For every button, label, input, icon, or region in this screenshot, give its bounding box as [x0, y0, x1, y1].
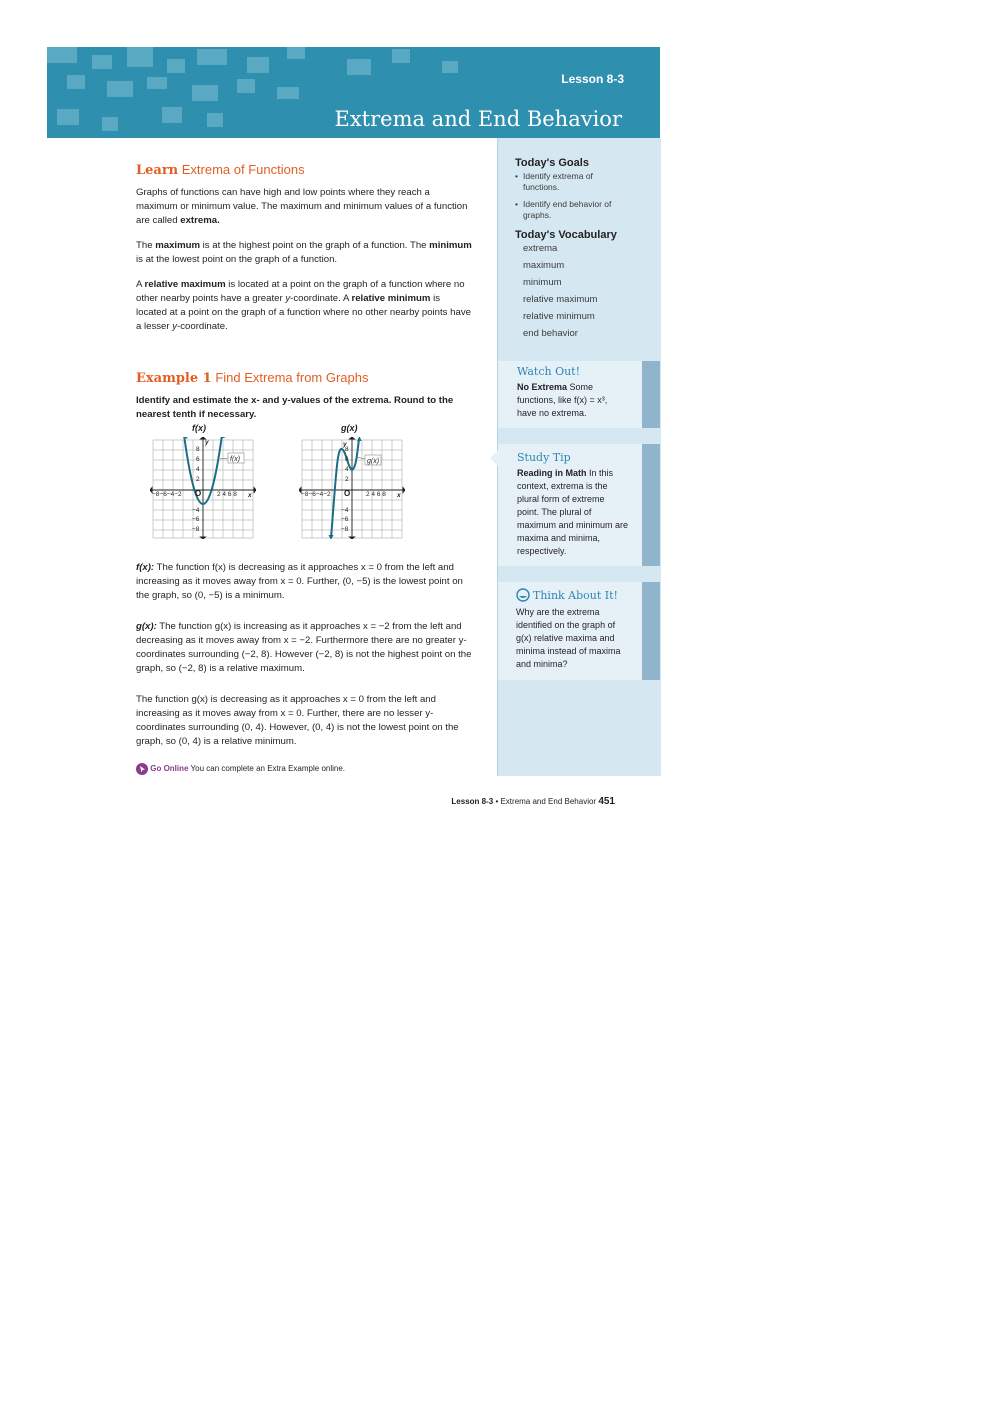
study-tip-callout [498, 444, 660, 566]
vocab-title: Today's Vocabulary [515, 229, 617, 241]
learn-paragraph-1: Graphs of functions can have high and low points where they reach a maximum or minimum value. The maximum and minimum values of a function are called extrema. [136, 187, 468, 226]
y-tick: 6 [196, 456, 200, 463]
y-tick: 4 [345, 466, 349, 473]
watch-out-callout [498, 361, 660, 428]
watch-out-bold: No Extrema [517, 382, 568, 392]
learn-paragraph-2: The maximum is at the highest point on the graph of a function. The minimum is at the lowest point on the graph of a function. [136, 240, 472, 265]
graph-g-title: g(x) [341, 423, 358, 433]
goal-item: • Identify end behavior of graphs. [515, 199, 612, 220]
y-tick: 6 [345, 456, 349, 463]
y-tick: −6 [192, 516, 200, 523]
graph-f [150, 437, 256, 539]
page-number: 451 [598, 796, 615, 807]
y-axis-label: y [205, 439, 209, 446]
curve-label-g: g(x) [367, 458, 380, 465]
y-tick: 2 [345, 476, 349, 483]
x-ticks-positive: 2 4 6 8 [366, 491, 386, 498]
x-ticks-negative: −8−6−4−2 [152, 491, 182, 498]
curve-label-f: f(x) [230, 456, 241, 463]
vocab-item: minimum [523, 277, 562, 288]
y-tick: 8 [196, 446, 200, 453]
y-tick: −4 [192, 507, 200, 514]
goal-item: • Identify extrema of functions. [515, 171, 593, 192]
page-title: Extrema and End Behavior [334, 107, 622, 131]
think-about-it-callout [498, 582, 660, 680]
graph-f-title: f(x) [192, 423, 206, 433]
fx-explanation: f(x): The function f(x) is decreasing as it approaches x = 0 from the left and increasing as it moves away from x = 0. Further, (0, −5) is the lowest point on the graph, so (0, −5) is a minimum. [136, 562, 463, 601]
lesson-number: Lesson 8-3 [561, 72, 624, 86]
watch-out-text: Some functions, like f(x) = x³, have no extrema. [517, 382, 608, 418]
study-tip-title: Study Tip [517, 451, 571, 464]
y-tick: 8 [345, 446, 349, 453]
x-ticks-negative: −8−6−4−2 [301, 491, 331, 498]
go-online-text: You can complete an Extra Example online. [188, 764, 346, 774]
learn-paragraph-3: A relative maximum is located at a point on the graph of a function where no other nearby points have a greater y-coordinate. A relative minimum is located at a point on the graph of a function where no other nearby points have a lesser y-coordinate. [136, 279, 471, 332]
go-online-label: Go Online [150, 764, 189, 774]
y-tick: 2 [196, 476, 200, 483]
y-tick: −8 [341, 526, 349, 533]
lesson-banner [47, 47, 660, 138]
y-tick: −4 [341, 507, 349, 514]
think-title: Think About It! [533, 589, 618, 602]
y-tick: −6 [341, 516, 349, 523]
goals-title: Today's Goals [515, 157, 589, 169]
gx-explanation: g(x): The function g(x) is increasing as it approaches x = −2 from the left and decreasing as it moves away from x = −2. Furthermore there are no greater y-coordinates surrounding (−2, 8). However (−2, 8) is not the highest point on the graph, so (−2, 8) is a relative maximum. [136, 621, 472, 674]
study-tip-bold: Reading in Math [517, 468, 587, 478]
example-heading: Example 1 Find Extrema from Graphs [136, 370, 369, 386]
vocab-item: maximum [523, 260, 565, 271]
vocab-item: relative minimum [523, 311, 595, 322]
y-tick: 4 [196, 466, 200, 473]
think-text: Why are the extrema identified on the graph of g(x) relative maxima and minima instead of maxima and minima? [516, 607, 621, 669]
x-axis-label: x [397, 492, 401, 499]
vocab-item: extrema [523, 243, 558, 254]
x-ticks-positive: 2 4 6 8 [217, 491, 237, 498]
go-online-link[interactable] [136, 763, 345, 775]
cursor-icon [136, 763, 148, 775]
origin-label: O [195, 489, 202, 498]
learn-heading: Learn Extrema of Functions [136, 162, 305, 178]
study-tip-text: In this context, extrema is the plural form of extreme point. The plural of maximum and minimum are maxima and minima, respectively. [517, 468, 629, 556]
page-footer: Lesson 8-3 • Extrema and End Behavior 451 [451, 796, 615, 807]
origin-label: O [344, 489, 351, 498]
vocab-item: end behavior [523, 328, 578, 339]
y-axis-label: y [343, 441, 347, 448]
watch-out-title: Watch Out! [517, 365, 581, 378]
y-tick: −8 [192, 526, 200, 533]
thought-bubble-icon [516, 588, 530, 602]
vocab-item: relative maximum [523, 294, 598, 305]
gx-explanation-2: The function g(x) is decreasing as it approaches x = 0 from the left and increasing as it moves away from x = 0. Further, there are no lesser y-coordinates surrounding (0, 4). However, (0, 4) is not the lowest point on the graph, so (0, 4) is a relative minimum. [136, 694, 459, 747]
graph-g [299, 437, 405, 539]
x-axis-label: x [248, 492, 252, 499]
example-instruction: Identify and estimate the x- and y-values of the extrema. Round to the nearest tenth if necessary. [136, 395, 454, 420]
